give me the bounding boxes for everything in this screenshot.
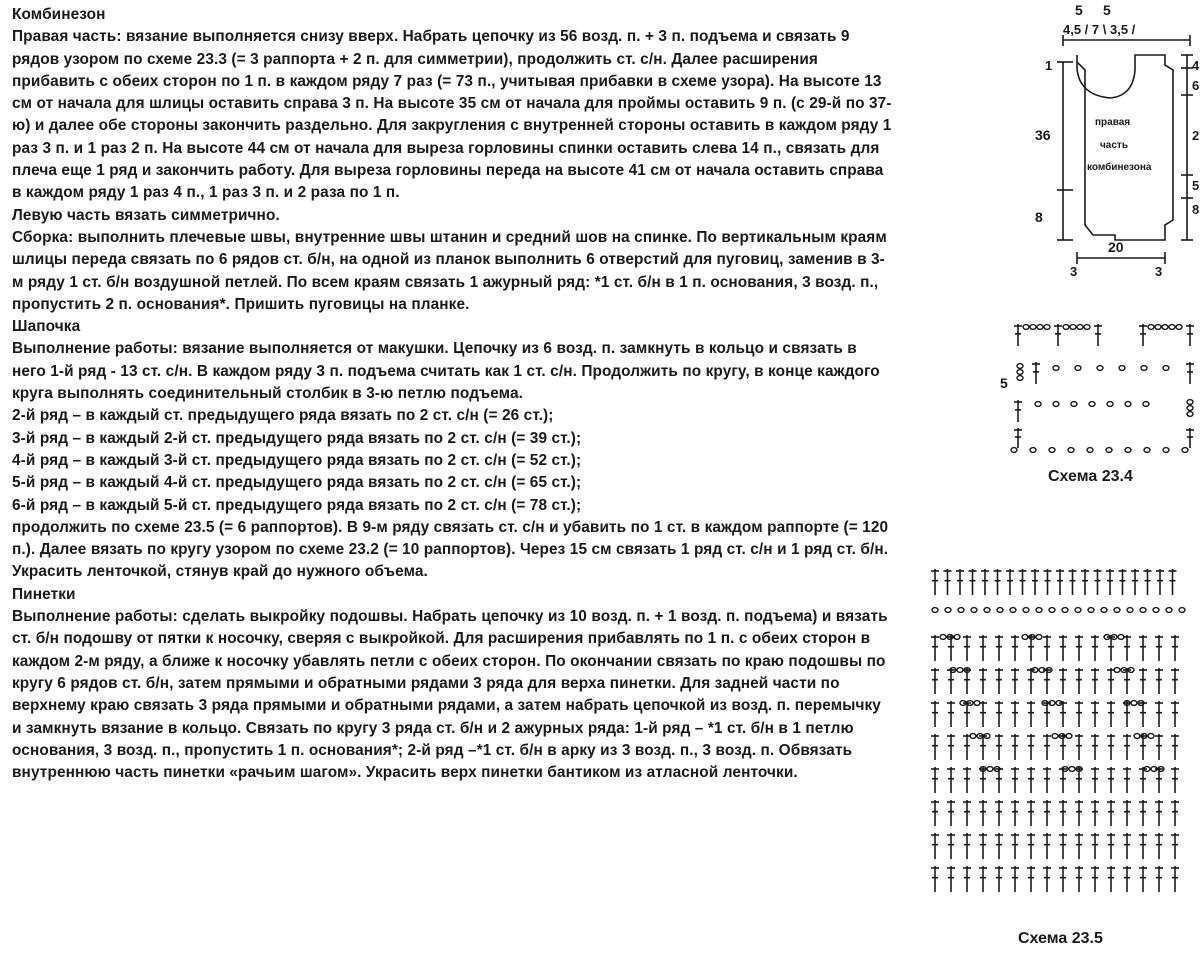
stitch-dc-symbol	[1107, 866, 1115, 892]
stitch-chain-symbol	[1070, 325, 1076, 330]
dim-right-4: 5	[1192, 178, 1200, 193]
stitch-chain-symbol	[932, 608, 938, 613]
stitch-dc-symbol	[1094, 324, 1102, 346]
stitch-chain-symbol	[1084, 325, 1090, 330]
dim-top-b: 5	[1103, 2, 1111, 18]
stitch-chain-symbol	[987, 767, 993, 772]
paragraph-text: 4-й ряд – в каждый 3-й ст. предыдущего ряда вязать по 2 ст. с/н (= 52 ст.);	[12, 451, 582, 469]
jumpsuit-pattern-diagram	[1015, 0, 1200, 280]
chart-23-4-caption: Схема 23.4	[1048, 468, 1133, 485]
stitch-dc-symbol	[1091, 635, 1099, 661]
stitch-chain-symbol	[1036, 635, 1042, 640]
stitch-chain-symbol	[958, 608, 964, 613]
stitch-dc-symbol	[1059, 635, 1067, 661]
stitch-dc-symbol	[1186, 362, 1194, 384]
stitch-chain-symbol	[1069, 767, 1075, 772]
stitch-chain-symbol	[1187, 400, 1193, 405]
stitch-chain-symbol	[1010, 608, 1016, 613]
stitch-dc-symbol	[1123, 800, 1131, 826]
stitch-dc-symbol	[947, 767, 955, 793]
paragraph-text: вязание выполняется снизу вверх. Набрать цепочку из 56 возд. п. + 3 п. подъема и связать 9 рядов узором по схеме 23.3 (= 3 раппорта + 2 п. для симметрии), продолжить ст. с/н. Далее расширения прибавить с обеих сторон по 1 п. в каждом ряду 7 раз (= 73 п., учитывая прибавки в схеме узора). На высоте 13 см от начала для шлицы оставить справа 3 п. На высоте 35 см от начала для проймы оставить 9 п. (с 29-й по 37-ю) и далее обе стороны закончить раздельно. Для закругления с внутренней стороны оставить в каждом ряду 1 раз 3 п. и 1 раз 2 п. На высоте 44 см от начала для выреза горловины спинки оставить слева 14 п., связать для плеча еще 1 ряд и закончить работу. Для выреза горловины переда на высоте 41 см от начала оставить справа в каждом ряду 1 раз 4 п., 1 раз 3 п. и 2 раза по 1 п.	[12, 28, 892, 202]
stitch-dc-symbol	[1075, 701, 1083, 727]
stitch-chain-symbol	[1062, 608, 1068, 613]
stitch-dc-symbol	[947, 734, 955, 760]
section-heading: Пинетки	[12, 585, 76, 603]
stitch-chain-symbol	[1148, 325, 1154, 330]
stitch-dc-symbol	[1155, 734, 1163, 760]
stitch-chain-symbol	[1125, 448, 1131, 453]
stitch-dc-symbol	[1043, 767, 1051, 793]
stitch-dc-symbol	[1131, 569, 1139, 595]
stitch-dc-symbol	[1043, 800, 1051, 826]
stitch-chain-symbol	[1179, 608, 1185, 613]
stitch-dc-symbol	[1119, 569, 1127, 595]
stitch-chain-symbol	[1163, 366, 1169, 371]
stitch-dc-symbol	[1107, 833, 1115, 859]
dim-bottom-width: 20	[1108, 239, 1124, 255]
stitch-dc-symbol	[1075, 866, 1083, 892]
stitch-chain-symbol	[1106, 448, 1112, 453]
paragraph-label: Левую часть	[12, 206, 111, 224]
stitch-dc-symbol	[1006, 569, 1014, 595]
section-heading: Шапочка	[12, 318, 81, 336]
stitch-dc-symbol	[1171, 734, 1179, 760]
paragraph	[12, 472, 892, 494]
stitch-dc-symbol	[1139, 866, 1147, 892]
stitch-dc-symbol	[963, 734, 971, 760]
stitch-chain-symbol	[1088, 608, 1094, 613]
dim-top-row: 4,5 / 7 \ 3,5 /	[1063, 22, 1136, 37]
stitch-dc-symbol	[1043, 866, 1051, 892]
stitch-dc-symbol	[1144, 569, 1152, 595]
paragraph	[12, 428, 892, 450]
stitch-dc-symbol	[1059, 866, 1067, 892]
stitch-chain-symbol	[1011, 448, 1017, 453]
stitch-chain-symbol	[984, 608, 990, 613]
instructions-text	[12, 4, 892, 784]
part-label-1: правая	[1095, 117, 1131, 128]
stitch-chain-symbol	[1087, 448, 1093, 453]
stitch-chain-symbol	[1162, 325, 1168, 330]
stitch-chart-23-5	[925, 565, 1200, 905]
paragraph-text: 3-й ряд – в каждый 2-й ст. предыдущего ряда вязать по 2 ст. с/н (= 39 ст.);	[12, 429, 582, 447]
stitch-dc-symbol	[1186, 324, 1194, 346]
stitch-dc-symbol	[931, 569, 939, 595]
stitch-dc-symbol	[995, 866, 1003, 892]
dim-left-height: 36	[1035, 127, 1051, 143]
stitch-dc-symbol	[1075, 635, 1083, 661]
stitch-chain-symbol	[1163, 448, 1169, 453]
stitch-dc-symbol	[1107, 800, 1115, 826]
stitch-dc-symbol	[1011, 668, 1019, 694]
paragraph	[12, 26, 892, 204]
stitch-chain-symbol	[997, 608, 1003, 613]
paragraph-text: вязание выполняется от макушки. Цепочку из 6 возд. п. замкнуть в кольцо и связать в него 1-й ряд - 13 ст. с/н. В каждом ряду 3 п. подъема считать как 1 ст. с/н. Продолжить по кругу, в конце каждого круга выполнять соединительный столбик в 3-ю петлю подъема.	[12, 340, 880, 403]
stitch-dc-symbol	[1091, 668, 1099, 694]
stitch-dc-symbol	[1056, 569, 1064, 595]
stitch-dc-symbol	[1027, 866, 1035, 892]
stitch-dc-symbol	[1139, 635, 1147, 661]
stitch-dc-symbol	[979, 833, 987, 859]
stitch-dc-symbol	[1171, 668, 1179, 694]
stitch-chain-symbol	[1169, 325, 1175, 330]
paragraph	[12, 205, 892, 227]
stitch-chain-symbol	[1187, 406, 1193, 411]
stitch-dc-symbol	[947, 800, 955, 826]
stitch-dc-symbol	[1171, 833, 1179, 859]
stitch-chain-symbol	[1131, 701, 1137, 706]
stitch-dc-symbol	[931, 866, 939, 892]
stitch-chain-symbol	[1030, 448, 1036, 453]
stitch-dc-symbol	[1019, 569, 1027, 595]
part-label-2: часть	[1100, 140, 1128, 151]
stitch-dc-symbol	[1011, 701, 1019, 727]
dim-left-leg: 8	[1035, 209, 1043, 225]
stitch-dc-symbol	[1011, 635, 1019, 661]
stitch-dc-symbol	[1043, 635, 1051, 661]
stitch-dc-symbol	[1043, 833, 1051, 859]
stitch-chain-symbol	[940, 635, 946, 640]
stitch-chain-symbol	[957, 668, 963, 673]
stitch-dc-symbol	[1107, 701, 1115, 727]
stitch-chain-symbol	[1071, 402, 1077, 407]
stitch-dc-symbol	[947, 866, 955, 892]
stitch-dc-symbol	[1027, 800, 1035, 826]
stitch-dc-symbol	[979, 635, 987, 661]
stitch-dc-symbol	[963, 767, 971, 793]
stitch-dc-symbol	[1155, 635, 1163, 661]
stitch-dc-symbol	[1054, 324, 1062, 346]
paragraph-label: Правая часть:	[12, 28, 122, 46]
stitch-dc-symbol	[1123, 635, 1131, 661]
stitch-dc-symbol	[1106, 569, 1114, 595]
paragraph-label: Выполнение работы:	[12, 340, 178, 358]
stitch-dc-symbol	[1123, 734, 1131, 760]
paragraph-text: продолжить по схеме 23.5 (= 6 раппортов). В 9-м ряду связать ст. с/н и убавить по 1 ст. в каждом раппорте (= 120 п.). Далее вязать по кругу узором по схеме 23.2 (= 10 раппортов). Через 15 см связать 1 ряд ст. с/н и 1 ряд ст. б/н. Украсить ленточкой, стянув край до нужного объема.	[12, 518, 889, 581]
paragraph-label: Выполнение работы:	[12, 608, 178, 626]
stitch-dc-symbol	[1091, 866, 1099, 892]
stitch-dc-symbol	[979, 668, 987, 694]
stitch-chain-symbol	[1063, 325, 1069, 330]
stitch-dc-symbol	[979, 866, 987, 892]
stitch-dc-symbol	[931, 767, 939, 793]
stitch-dc-symbol	[1031, 569, 1039, 595]
stitch-dc-symbol	[1123, 767, 1131, 793]
stitch-dc-symbol	[1155, 701, 1163, 727]
stitch-chain-symbol	[1166, 608, 1172, 613]
stitch-dc-symbol	[1075, 734, 1083, 760]
paragraph	[12, 517, 892, 584]
stitch-chain-symbol	[1077, 325, 1083, 330]
stitch-dc-symbol	[1011, 767, 1019, 793]
stitch-chain-symbol	[971, 608, 977, 613]
stitch-dc-symbol	[995, 833, 1003, 859]
stitch-dc-symbol	[1094, 569, 1102, 595]
stitch-chain-symbol	[1143, 402, 1149, 407]
stitch-dc-symbol	[1014, 428, 1022, 448]
paragraph	[12, 338, 892, 405]
stitch-chain-symbol	[945, 608, 951, 613]
stitch-dc-symbol	[1091, 767, 1099, 793]
stitch-dc-symbol	[1014, 324, 1022, 346]
stitch-chain-symbol	[1140, 608, 1146, 613]
stitch-dc-symbol	[931, 833, 939, 859]
dim-right-5: 8	[1192, 202, 1200, 217]
stitch-chain-symbol	[1023, 325, 1029, 330]
stitch-dc-symbol	[963, 800, 971, 826]
chart-23-5-caption: Схема 23.5	[1018, 930, 1103, 947]
stitch-chain-symbol	[1107, 402, 1113, 407]
dim-bottom-right: 3	[1155, 264, 1163, 279]
stitch-dc-symbol	[1032, 362, 1040, 384]
stitch-dc-symbol	[963, 833, 971, 859]
paragraph-text: 5-й ряд – в каждый 4-й ст. предыдущего ряда вязать по 2 ст. с/н (= 65 ст.);	[12, 474, 582, 492]
stitch-chain-symbol	[1176, 325, 1182, 330]
dim-right-1: 4	[1192, 58, 1200, 73]
stitch-dc-symbol	[1155, 800, 1163, 826]
stitch-dc-symbol	[1171, 800, 1179, 826]
stitch-dc-symbol	[956, 569, 964, 595]
stitch-dc-symbol	[995, 701, 1003, 727]
stitch-chain-symbol	[1101, 608, 1107, 613]
stitch-dc-symbol	[944, 569, 952, 595]
stitch-dc-symbol	[1107, 668, 1115, 694]
paragraph-text: 2-й ряд – в каждый ст. предыдущего ряда вязать по 2 ст. с/н (= 26 ст.);	[12, 407, 554, 425]
stitch-dc-symbol	[1107, 734, 1115, 760]
paragraph-label: Сборка:	[12, 228, 74, 246]
paragraph	[12, 405, 892, 427]
section-heading: Комбинезон	[12, 6, 106, 23]
stitch-dc-symbol	[1139, 833, 1147, 859]
stitch-dc-symbol	[1069, 569, 1077, 595]
stitch-chain-symbol	[1182, 448, 1188, 453]
stitch-dc-symbol	[931, 635, 939, 661]
stitch-dc-symbol	[1139, 800, 1147, 826]
dim-right-3: 2	[1192, 128, 1200, 143]
stitch-chain-symbol	[1053, 402, 1059, 407]
stitch-dc-symbol	[947, 833, 955, 859]
stitch-chain-symbol	[1148, 734, 1154, 739]
stitch-dc-symbol	[947, 701, 955, 727]
stitch-dc-symbol	[981, 569, 989, 595]
part-label-3: комбинезона	[1087, 162, 1152, 173]
stitch-dc-symbol	[1011, 800, 1019, 826]
stitch-dc-symbol	[1011, 866, 1019, 892]
stitch-dc-symbol	[979, 701, 987, 727]
stitch-chain-symbol	[1037, 325, 1043, 330]
stitch-dc-symbol	[931, 668, 939, 694]
stitch-dc-symbol	[1107, 767, 1115, 793]
stitch-dc-symbol	[1044, 569, 1052, 595]
stitch-chain-symbol	[1075, 366, 1081, 371]
stitch-chain-symbol	[1044, 325, 1050, 330]
stitch-dc-symbol	[1091, 701, 1099, 727]
stitch-dc-symbol	[1027, 833, 1035, 859]
paragraph-text: вязать симметрично.	[110, 206, 280, 224]
stitch-chain-symbol	[1052, 734, 1058, 739]
stitch-dc-symbol	[1123, 866, 1131, 892]
stitch-chart-23-4	[998, 318, 1198, 463]
stitch-dc-symbol	[1091, 833, 1099, 859]
stitch-dc-symbol	[1014, 400, 1022, 422]
stitch-dc-symbol	[1171, 866, 1179, 892]
paragraph-text: 6-й ряд – в каждый 5-й ст. предыдущего ряда вязать по 2 ст. с/н (= 78 ст.);	[12, 496, 582, 514]
stitch-dc-symbol	[994, 569, 1002, 595]
stitch-chain-symbol	[1023, 608, 1029, 613]
paragraph	[12, 606, 892, 784]
stitch-dc-symbol	[931, 701, 939, 727]
stitch-dc-symbol	[1059, 668, 1067, 694]
stitch-dc-symbol	[995, 734, 1003, 760]
stitch-dc-symbol	[1171, 767, 1179, 793]
stitch-dc-symbol	[995, 800, 1003, 826]
dim-top-a: 5	[1075, 2, 1083, 18]
stitch-chain-symbol	[1114, 608, 1120, 613]
paragraph	[12, 227, 892, 316]
stitch-dc-symbol	[931, 800, 939, 826]
stitch-chain-symbol	[1155, 325, 1161, 330]
stitch-dc-symbol	[1155, 668, 1163, 694]
stitch-dc-symbol	[1027, 734, 1035, 760]
stitch-dc-symbol	[963, 866, 971, 892]
stitch-chain-symbol	[1141, 366, 1147, 371]
stitch-chain-symbol	[1153, 608, 1159, 613]
stitch-dc-symbol	[1186, 428, 1194, 448]
stitch-chain-symbol	[1030, 325, 1036, 330]
stitch-dc-symbol	[1171, 701, 1179, 727]
stitch-dc-symbol	[1123, 833, 1131, 859]
stitch-chain-symbol	[1097, 366, 1103, 371]
paragraph-text: выполнить плечевые швы, внутренние швы штанин и средний шов на спинке. По вертикальным краям шлицы переда связать по 6 рядов ст. б/н, на одной из планок выполнить 6 отверстий для пуговиц, заменив в 3-м ряду 1 ст. б/н воздушной петлей. По всем краям связать 1 ажурный ряд: *1 ст. б/н в 1 п. основания, 3 возд. п., пропустить 2 п. основания*. Пришить пуговицы на планке.	[12, 228, 887, 313]
stitch-chain-symbol	[1068, 448, 1074, 453]
stitch-dc-symbol	[1156, 569, 1164, 595]
stitch-chain-symbol	[1144, 448, 1150, 453]
stitch-chain-symbol	[1127, 608, 1133, 613]
dim-left-top: 1	[1045, 58, 1053, 73]
stitch-dc-symbol	[1171, 635, 1179, 661]
dim-right-2: 6	[1192, 78, 1200, 93]
paragraph-text: сделать выкройку подошвы. Набрать цепочку из 10 возд. п. + 1 возд. п. подъема) и вязать ст. б/н подошву от пятки к носочку, сверяя с выкройкой. Для расширения прибавлять по 1 п. с обеих сторон в каждом 2-м ряду, а ближе к носочку убавлять петли с обеих сторон. По окончании связать по краю подошвы по кругу 6 рядов ст. б/н, затем прямыми и обратными рядами 3 ряда для верха пинетки. Для задней части по верхнему краю связать 3 ряда прямыми и обратными рядами, а затем набрать цепочкой из возд. п. перемычку и замкнуть вязание в кольцо. Связать по кругу 3 ряда ст. б/н и 2 ажурных ряда: 1-й ряд – *1 ст. б/н в 1 петлю основания, 3 возд. п., пропустить 1 п. основания*; 2-й ряд –*1 ст. б/н в арку из 3 возд. п., 3 возд. п. Обвязать внутреннюю часть пинетки «рачьим шагом». Украсить верх пинетки бантиком из атласной ленточки.	[12, 608, 888, 782]
stitch-chain-symbol	[1119, 366, 1125, 371]
stitch-dc-symbol	[1011, 734, 1019, 760]
paragraph	[12, 450, 892, 472]
stitch-dc-symbol	[931, 734, 939, 760]
stitch-dc-symbol	[1155, 866, 1163, 892]
stitch-dc-symbol	[1075, 833, 1083, 859]
stitch-chain-symbol	[1187, 412, 1193, 417]
stitch-dc-symbol	[1075, 800, 1083, 826]
stitch-dc-symbol	[1075, 668, 1083, 694]
stitch-chain-symbol	[1017, 370, 1023, 375]
stitch-chain-symbol	[1125, 402, 1131, 407]
stitch-dc-symbol	[1081, 569, 1089, 595]
stitch-dc-symbol	[1027, 767, 1035, 793]
stitch-dc-symbol	[1091, 800, 1099, 826]
chart-23-4-row-label: 5	[1000, 375, 1008, 391]
stitch-dc-symbol	[1011, 833, 1019, 859]
stitch-dc-symbol	[1027, 701, 1035, 727]
stitch-chain-symbol	[1036, 608, 1042, 613]
stitch-chain-symbol	[1017, 364, 1023, 369]
stitch-dc-symbol	[1043, 734, 1051, 760]
stitch-dc-symbol	[1059, 833, 1067, 859]
stitch-chain-symbol	[1017, 376, 1023, 381]
stitch-dc-symbol	[1091, 734, 1099, 760]
paragraph	[12, 495, 892, 517]
stitch-chain-symbol	[1035, 402, 1041, 407]
stitch-dc-symbol	[995, 668, 1003, 694]
stitch-chain-symbol	[1075, 608, 1081, 613]
stitch-dc-symbol	[963, 635, 971, 661]
stitch-chain-symbol	[1049, 448, 1055, 453]
stitch-dc-symbol	[995, 635, 1003, 661]
stitch-chain-symbol	[1049, 608, 1055, 613]
stitch-dc-symbol	[1155, 833, 1163, 859]
stitch-dc-symbol	[979, 800, 987, 826]
stitch-chain-symbol	[1089, 402, 1095, 407]
stitch-chain-symbol	[1053, 366, 1059, 371]
stitch-dc-symbol	[1139, 668, 1147, 694]
stitch-dc-symbol	[1169, 569, 1177, 595]
dim-bottom-left: 3	[1070, 264, 1078, 279]
stitch-dc-symbol	[969, 569, 977, 595]
stitch-dc-symbol	[1139, 324, 1147, 346]
stitch-dc-symbol	[1059, 800, 1067, 826]
